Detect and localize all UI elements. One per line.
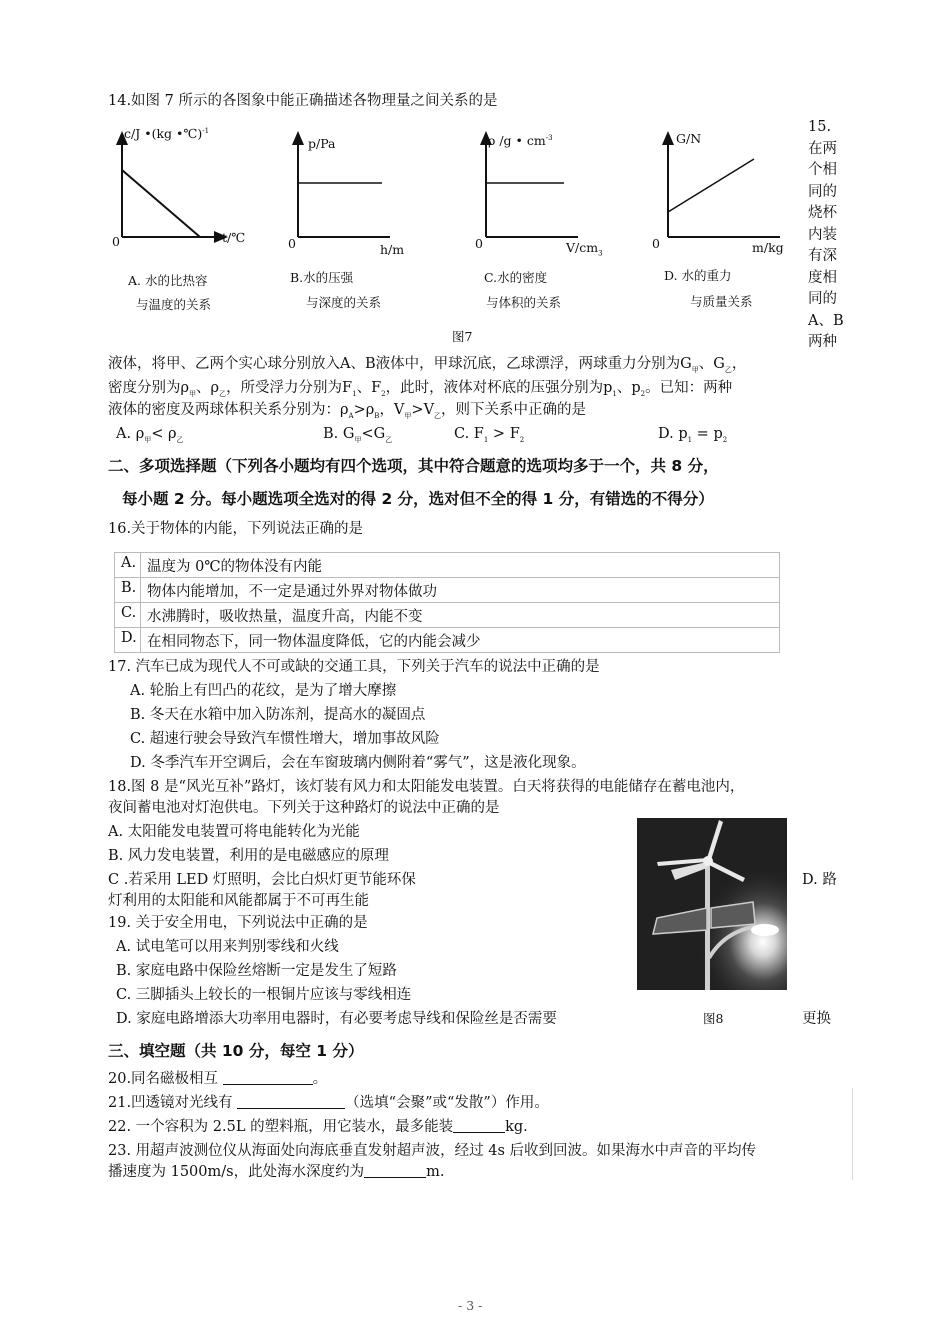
q22-answer-blank[interactable] <box>453 1118 505 1133</box>
q15-line3: 液体的密度及两球体积关系分别为：$\rho_A>\rho_B$，$V_甲>V_乙$，则下关系中正确的是 <box>108 402 587 420</box>
graph-d-caption2: 与质量关系 <box>690 294 753 309</box>
q18-stem1: 18.图 8 是“风光互补”路灯，该灯装有风力和太阳能发电装置。白天将获得的电能储存在蓄电池内， <box>108 779 745 795</box>
q21: 21.凹透镜对光线有 （选填“会聚”或“发散”）作用。 <box>108 1095 549 1111</box>
graph-d <box>668 137 780 237</box>
section3-title: 三、填空题（共 10 分，每空 1 分） <box>108 1042 364 1060</box>
graph-d-origin: 0 <box>652 236 660 251</box>
q18-option-c: C .若采用 LED 灯照明，会比白炽灯更节能环保 <box>108 872 416 888</box>
q17-option-b: B. 冬天在水箱中加入防冻剂，提高水的凝固点 <box>130 707 426 723</box>
q21-answer-blank[interactable] <box>237 1094 345 1109</box>
graph-c-caption2: 与体积的关系 <box>486 295 562 310</box>
q16-stem: 16.关于物体的内能，下列说法正确的是 <box>108 521 364 537</box>
q18-option-b: B. 风力发电装置，利用的是电磁感应的原理 <box>108 848 389 864</box>
graph-a-ylabel: c/J •(kg •℃)$^{-1}$ <box>124 126 210 142</box>
figure-7-label: 图7 <box>452 329 473 344</box>
graph-b-xlabel: h/m <box>380 242 405 257</box>
q23-line1: 23. 用超声波测位仪从海面处向海底垂直发射超声波，经过 4s 后收到回波。如果海水中声音的平均传 <box>108 1143 757 1159</box>
q23-line2: 播速度为 1500m/s，此处海水深度约为 m. <box>108 1164 445 1180</box>
page-number: - 3 - <box>458 1298 483 1313</box>
q16-option-c: C. 水沸腾时，吸收热量，温度升高，内能不变 <box>114 602 780 627</box>
graph-a-line <box>122 170 200 237</box>
q19-option-a: A. 试电笔可以用来判别零线和火线 <box>116 939 339 955</box>
section2-title-line2: 每小题 2 分。每小题选项全选对的得 2 分，选对但不全的得 1 分，有错选的不得分） <box>122 490 714 508</box>
q16-option-b: B. 物体内能增加，不一定是通过外界对物体做功 <box>114 577 780 602</box>
q15-option-a: A. $\rho_甲< \rho_乙$ <box>116 426 184 444</box>
q17-stem: 17. 汽车已成为现代人不可或缺的交通工具，下列关于汽车的说法中正确的是 <box>108 659 600 675</box>
q19-stem: 19. 关于安全用电，下列说法中正确的是 <box>108 915 368 931</box>
q20: 20.同名磁极相互 。 <box>108 1071 328 1087</box>
q18-option-d-start: D. 路 <box>802 872 837 888</box>
q22: 22. 一个容积为 2.5L 的塑料瓶，用它装水，最多能装 kg. <box>108 1119 528 1135</box>
q17-option-d: D. 冬季汽车开空调后，会在车窗玻璃内侧附着“雾气”，这是液化现象。 <box>130 755 586 771</box>
graph-d-line <box>668 159 754 212</box>
graph-a-origin: 0 <box>112 234 120 249</box>
q15-option-b: B. $G_甲<G_乙$ <box>323 426 393 444</box>
graph-b-caption2: 与深度的关系 <box>306 295 382 310</box>
q15-option-c: C. $F_1 > F_2$ <box>454 426 525 444</box>
q19-option-d-tail: 更换 <box>802 1011 831 1027</box>
q19-option-c: C. 三脚插头上较长的一根铜片应该与零线相连 <box>116 987 412 1003</box>
graph-c-ylabel: ρ /g • $cm^{-3}$ <box>488 133 553 149</box>
q17-option-a: A. 轮胎上有凹凸的花纹，是为了增大摩擦 <box>130 683 397 699</box>
graph-a-caption1: A. 水的比热容 <box>128 273 208 288</box>
q15-side-text: 15.在两个相同的烧杯内装有深度相同的A、B两种 <box>808 119 844 350</box>
graph-a-xlabel: t/℃ <box>222 230 246 245</box>
figure-8-photo <box>637 818 787 990</box>
graph-c <box>486 137 578 237</box>
graph-a-caption2: 与温度的关系 <box>136 297 212 312</box>
q19-option-d: D. 家庭电路增添大功率用电器时，有必要考虑导线和保险丝是否需要 <box>116 1011 557 1027</box>
q18-option-a: A. 太阳能发电装置可将电能转化为光能 <box>108 824 360 840</box>
q23-answer-blank[interactable] <box>364 1163 426 1178</box>
graph-c-origin: 0 <box>475 236 483 251</box>
graph-b-caption1: B.水的压强 <box>290 270 354 285</box>
q15-line2: 密度分别为$\rho_甲$、$\rho_乙$，所受浮力分别为$F_1$、$F_2$，此时，液体对杯底的压强分别为$p_1$、$p_2$。已知：两种 <box>108 380 733 398</box>
q16-option-a: A. 温度为 0℃的物体没有内能 <box>114 552 780 577</box>
graph-c-xlabel: $V/cm_3$ <box>566 240 603 258</box>
graph-d-ylabel: G/N <box>676 131 702 146</box>
section2-title-line1: 二、多项选择题（下列各小题均有四个选项，其中符合题意的选项均多于一个，共 8 分， <box>108 457 719 475</box>
q14-stem: 14.如图 7 所示的各图象中能正确描述各物理量之间关系的是 <box>108 93 498 109</box>
q15-option-d: D. $p_1 = p_2$ <box>658 426 728 444</box>
graph-d-caption1: D. 水的重力 <box>664 268 732 283</box>
q19-option-b: B. 家庭电路中保险丝熔断一定是发生了短路 <box>116 963 397 979</box>
q18-stem2: 夜间蓄电池对灯泡供电。下列关于这种路灯的说法中正确的是 <box>108 800 500 816</box>
graph-b-origin: 0 <box>288 236 296 251</box>
graph-a <box>122 137 222 237</box>
q15-line1: 液体，将甲、乙两个实心球分别放入A、B液体中，甲球沉底，乙球漂浮，两球重力分别为$G_甲$、$G_乙$， <box>108 356 747 374</box>
q17-option-c: C. 超速行驶会导致汽车惯性增大，增加事故风险 <box>130 731 440 747</box>
q20-answer-blank[interactable] <box>223 1070 313 1085</box>
graph-d-xlabel: m/kg <box>752 240 784 255</box>
graph-c-caption1: C.水的密度 <box>484 270 548 285</box>
figure-8-label: 图8 <box>703 1011 724 1026</box>
q16-option-d: D. 在相同物态下，同一物体温度降低，它的内能会减少 <box>114 627 780 653</box>
graph-b-ylabel: p/Pa <box>308 136 336 151</box>
q18-option-d-continued: 灯利用的太阳能和风能都属于不可再生能 <box>108 893 369 909</box>
